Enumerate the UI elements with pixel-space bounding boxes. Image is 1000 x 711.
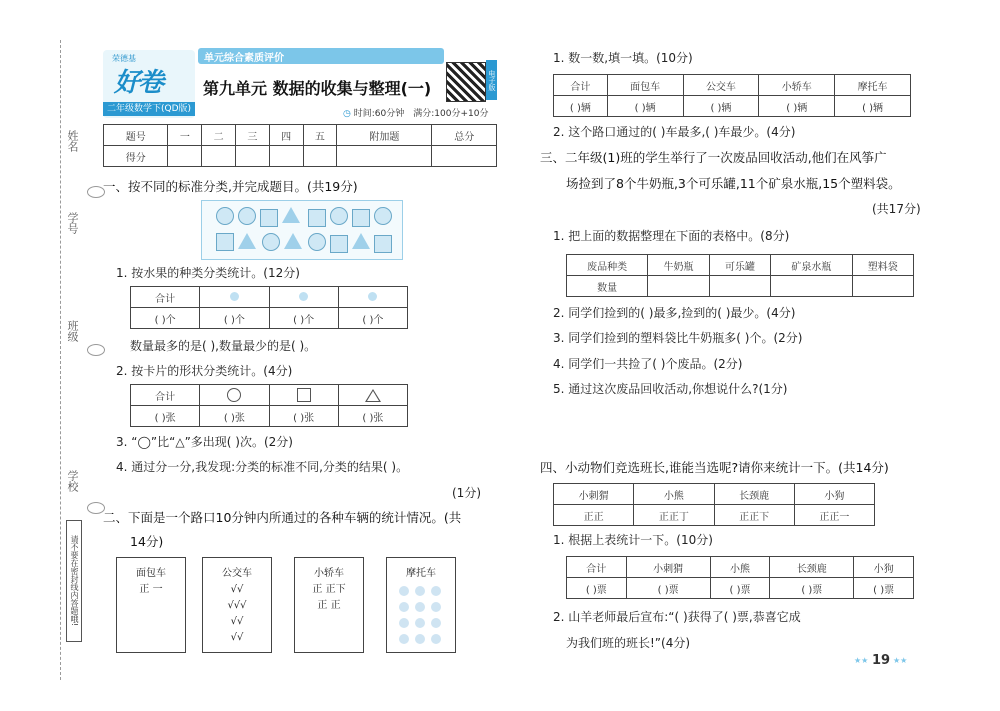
table-head: 合计 <box>567 557 627 578</box>
vote-tally-table <box>553 483 875 526</box>
clock-icon: ◷ <box>343 109 354 119</box>
score-table <box>103 124 497 167</box>
vehicle-card <box>116 557 186 653</box>
vehicle-card <box>386 557 456 653</box>
table-head: 小刺猬 <box>554 484 634 505</box>
header-band-text: 单元综合素质评价 <box>204 53 284 64</box>
fruit-card-icon <box>374 207 392 225</box>
exam-info <box>343 106 488 119</box>
answer-cell[interactable]: ( )张 <box>338 406 407 427</box>
s4-question-2: 2. 山羊老师最后宣布:“( )获得了( )票,恭喜它成 <box>553 610 801 624</box>
table-head: 塑料袋 <box>852 255 914 276</box>
fruit-card-icon <box>216 233 234 251</box>
score-head: 五 <box>303 125 337 146</box>
fruit-card-icon <box>352 209 370 227</box>
section-3-title: 三、二年级(1)班的学生举行了一次废品回收活动,他们在风筝广 <box>540 150 887 165</box>
answer-cell[interactable]: ( )个 <box>200 308 269 329</box>
s3-question-5: 5. 通过这次废品回收活动,你想说什么?(1分) <box>553 382 788 396</box>
dot-mark <box>399 618 409 628</box>
answer-cell[interactable]: ( )张 <box>269 406 338 427</box>
qr-code[interactable] <box>446 62 486 102</box>
fruit-card-icon <box>352 233 370 249</box>
table-head: 长颈鹿 <box>770 557 854 578</box>
vehicle-card <box>202 557 272 653</box>
table-head: 面包车 <box>607 75 683 96</box>
score-head: 一 <box>168 125 202 146</box>
table-head: 小轿车 <box>759 75 835 96</box>
s4-question-1: 1. 根据上表统计一下。(10分) <box>553 533 713 547</box>
binding-ring <box>87 344 105 356</box>
s1-fill-line: 数量最多的是( ),数量最少的是( )。 <box>130 339 317 353</box>
score-cell[interactable] <box>432 146 497 167</box>
s2-question-2: 2. 这个路口通过的( )车最多,( )车最少。(4分) <box>553 125 796 139</box>
answer-cell[interactable] <box>852 276 914 297</box>
s3-question-2: 2. 同学们捡到的( )最多,捡到的( )最少。(4分) <box>553 306 796 320</box>
answer-cell[interactable]: ( )张 <box>200 406 269 427</box>
section-3-title-cont: 场捡到了8个牛奶瓶,3个可乐罐,11个矿泉水瓶,15个塑料袋。 <box>566 176 901 191</box>
fruit-cards-image <box>201 200 403 260</box>
table-head: 小狗 <box>794 484 874 505</box>
section-4-title: 四、小动物们竞选班长,谁能当选呢?请你来统计一下。(共14分) <box>540 460 889 475</box>
card-title: 小轿车 <box>314 568 344 579</box>
answer-cell[interactable] <box>771 276 852 297</box>
table-head: 牛奶瓶 <box>648 255 709 276</box>
star-decoration-icon: ★★ <box>854 656 869 665</box>
seal-warning: 请不要在密封线内答题哦! <box>66 520 82 642</box>
answer-cell[interactable]: ( )个 <box>269 308 338 329</box>
brand-logo: 好卷 <box>114 68 163 98</box>
star-decoration-icon: ★★ <box>893 656 908 665</box>
answer-cell[interactable]: ( )辆 <box>759 96 835 117</box>
dot-mark <box>399 634 409 644</box>
apple-icon <box>200 287 269 308</box>
s2-question-1: 1. 数一数,填一填。(10分) <box>553 51 693 65</box>
tally-cell: 正正下 <box>714 505 794 526</box>
s1-question-2: 2. 按卡片的形状分类统计。(4分) <box>116 364 293 378</box>
card-title: 摩托车 <box>406 568 436 579</box>
score-head: 二 <box>202 125 236 146</box>
section-1-title: 一、按不同的标准分类,并完成题目。(共19分) <box>103 179 358 194</box>
fruit-card-icon <box>216 207 234 225</box>
table-head: 长颈鹿 <box>714 484 794 505</box>
table-head: 废品种类 <box>567 255 648 276</box>
fruit-card-icon <box>282 207 300 223</box>
score-cell[interactable] <box>168 146 202 167</box>
score-head: 附加题 <box>337 125 432 146</box>
answer-cell[interactable]: ( )辆 <box>607 96 683 117</box>
answer-cell[interactable] <box>709 276 770 297</box>
full-score: 满分:100分+10分 <box>413 109 489 119</box>
time-limit: 时间:60分钟 <box>353 109 405 119</box>
seal-line <box>60 40 61 680</box>
dot-mark <box>431 602 441 612</box>
section-2-title: 二、下面是一个路口10分钟内所通过的各种车辆的统计情况。(共 <box>103 510 462 525</box>
s1-question-4: 4. 通过分一分,我发现:分类的标准不同,分类的结果( )。 <box>116 460 409 474</box>
dot-mark <box>415 586 425 596</box>
fruit-card-icon <box>330 235 348 253</box>
brand-small: 荣德基 <box>112 54 136 63</box>
fruit-card-icon <box>308 233 326 251</box>
s4-question-2-cont: 为我们班的班长!”(4分) <box>566 636 691 650</box>
table-head: 摩托车 <box>835 75 911 96</box>
score-cell[interactable] <box>337 146 432 167</box>
orange-icon <box>269 287 338 308</box>
dot-mark <box>399 602 409 612</box>
grade-label: 二年级数学下(QD版) <box>103 102 195 116</box>
tally-marks: 正 正下 正 正 <box>312 584 346 611</box>
table-head: 小狗 <box>854 557 914 578</box>
tally-cell: 正正丁 <box>634 505 714 526</box>
table-head: 公交车 <box>683 75 759 96</box>
fruit-count-table <box>130 286 408 329</box>
score-cell[interactable] <box>303 146 337 167</box>
answer-cell[interactable]: ( )票 <box>770 578 854 599</box>
section-2-title-cont: 14分) <box>130 534 164 549</box>
fruit-card-icon <box>308 209 326 227</box>
s1-question-1: 1. 按水果的种类分类统计。(12分) <box>116 266 300 280</box>
table-head: 小刺猬 <box>626 557 710 578</box>
name-label: 姓名 <box>66 130 79 152</box>
circle-icon <box>200 385 269 406</box>
answer-cell[interactable]: ( )票 <box>567 578 627 599</box>
qr-tag: 电子版 <box>486 60 497 100</box>
table-head: 矿泉水瓶 <box>771 255 852 276</box>
score-head: 题号 <box>104 125 168 146</box>
score-cell[interactable] <box>236 146 270 167</box>
shape-count-table <box>130 384 408 427</box>
fruit-card-icon <box>374 235 392 253</box>
table-head: 小熊 <box>710 557 770 578</box>
answer-cell[interactable]: ( )辆 <box>835 96 911 117</box>
vehicle-count-table <box>553 74 911 117</box>
fruit-card-icon <box>284 233 302 249</box>
table-head: 合计 <box>554 75 608 96</box>
s3-question-4: 4. 同学们一共捡了( )个废品。(2分) <box>553 357 743 371</box>
page-number: 19 <box>872 653 891 668</box>
fruit-card-icon <box>330 207 348 225</box>
school-label: 学校 <box>66 470 79 492</box>
answer-cell[interactable]: ( )辆 <box>683 96 759 117</box>
dot-mark <box>431 634 441 644</box>
tally-marks: 正 一 <box>139 584 163 595</box>
score-row-label: 得分 <box>104 146 168 167</box>
answer-cell[interactable]: ( )张 <box>131 406 200 427</box>
answer-cell[interactable]: ( )辆 <box>554 96 608 117</box>
answer-cell[interactable]: ( )票 <box>626 578 710 599</box>
answer-cell[interactable]: ( )票 <box>710 578 770 599</box>
score-head: 三 <box>236 125 270 146</box>
vote-count-table <box>566 556 914 599</box>
page-title: 第九单元 数据的收集与整理(一) <box>203 79 432 98</box>
square-icon <box>269 385 338 406</box>
answer-cell[interactable]: ( )个 <box>338 308 407 329</box>
pear-icon <box>338 287 407 308</box>
waste-table <box>566 254 914 297</box>
table-head: 合计 <box>131 385 200 406</box>
fruit-card-icon <box>238 233 256 249</box>
vehicle-card <box>294 557 364 653</box>
answer-cell[interactable] <box>648 276 709 297</box>
dot-mark <box>415 634 425 644</box>
fruit-card-icon <box>262 233 280 251</box>
s1-question-3: 3. “◯”比“△”多出现( )次。(2分) <box>116 435 293 449</box>
score-cell[interactable] <box>202 146 236 167</box>
dot-mark <box>431 586 441 596</box>
score-head: 总分 <box>432 125 497 146</box>
dot-mark <box>415 602 425 612</box>
card-title: 面包车 <box>136 568 166 579</box>
dot-mark <box>415 618 425 628</box>
dot-mark <box>431 618 441 628</box>
table-head: 可乐罐 <box>709 255 770 276</box>
s3-question-1: 1. 把上面的数据整理在下面的表格中。(8分) <box>553 229 790 243</box>
s3-question-3: 3. 同学们捡到的塑料袋比牛奶瓶多( )个。(2分) <box>553 331 803 345</box>
answer-cell[interactable]: ( )个 <box>131 308 200 329</box>
table-head: 合计 <box>131 287 200 308</box>
s1-question-4-score: (1分) <box>452 486 481 500</box>
check-marks: √√ √√√ √√ √√ <box>227 584 247 643</box>
student-id-label: 学号 <box>66 212 79 234</box>
answer-cell[interactable]: ( )票 <box>854 578 914 599</box>
table-head: 小熊 <box>634 484 714 505</box>
tally-cell: 正正 <box>554 505 634 526</box>
tally-cell: 正正一 <box>794 505 874 526</box>
card-title: 公交车 <box>222 568 252 579</box>
triangle-icon <box>338 385 407 406</box>
fruit-card-icon <box>238 207 256 225</box>
section-3-score: (共17分) <box>872 202 921 216</box>
dot-mark <box>399 586 409 596</box>
table-row-label: 数量 <box>567 276 648 297</box>
fruit-card-icon <box>260 209 278 227</box>
score-cell[interactable] <box>269 146 303 167</box>
class-label: 班级 <box>66 320 79 342</box>
score-head: 四 <box>269 125 303 146</box>
